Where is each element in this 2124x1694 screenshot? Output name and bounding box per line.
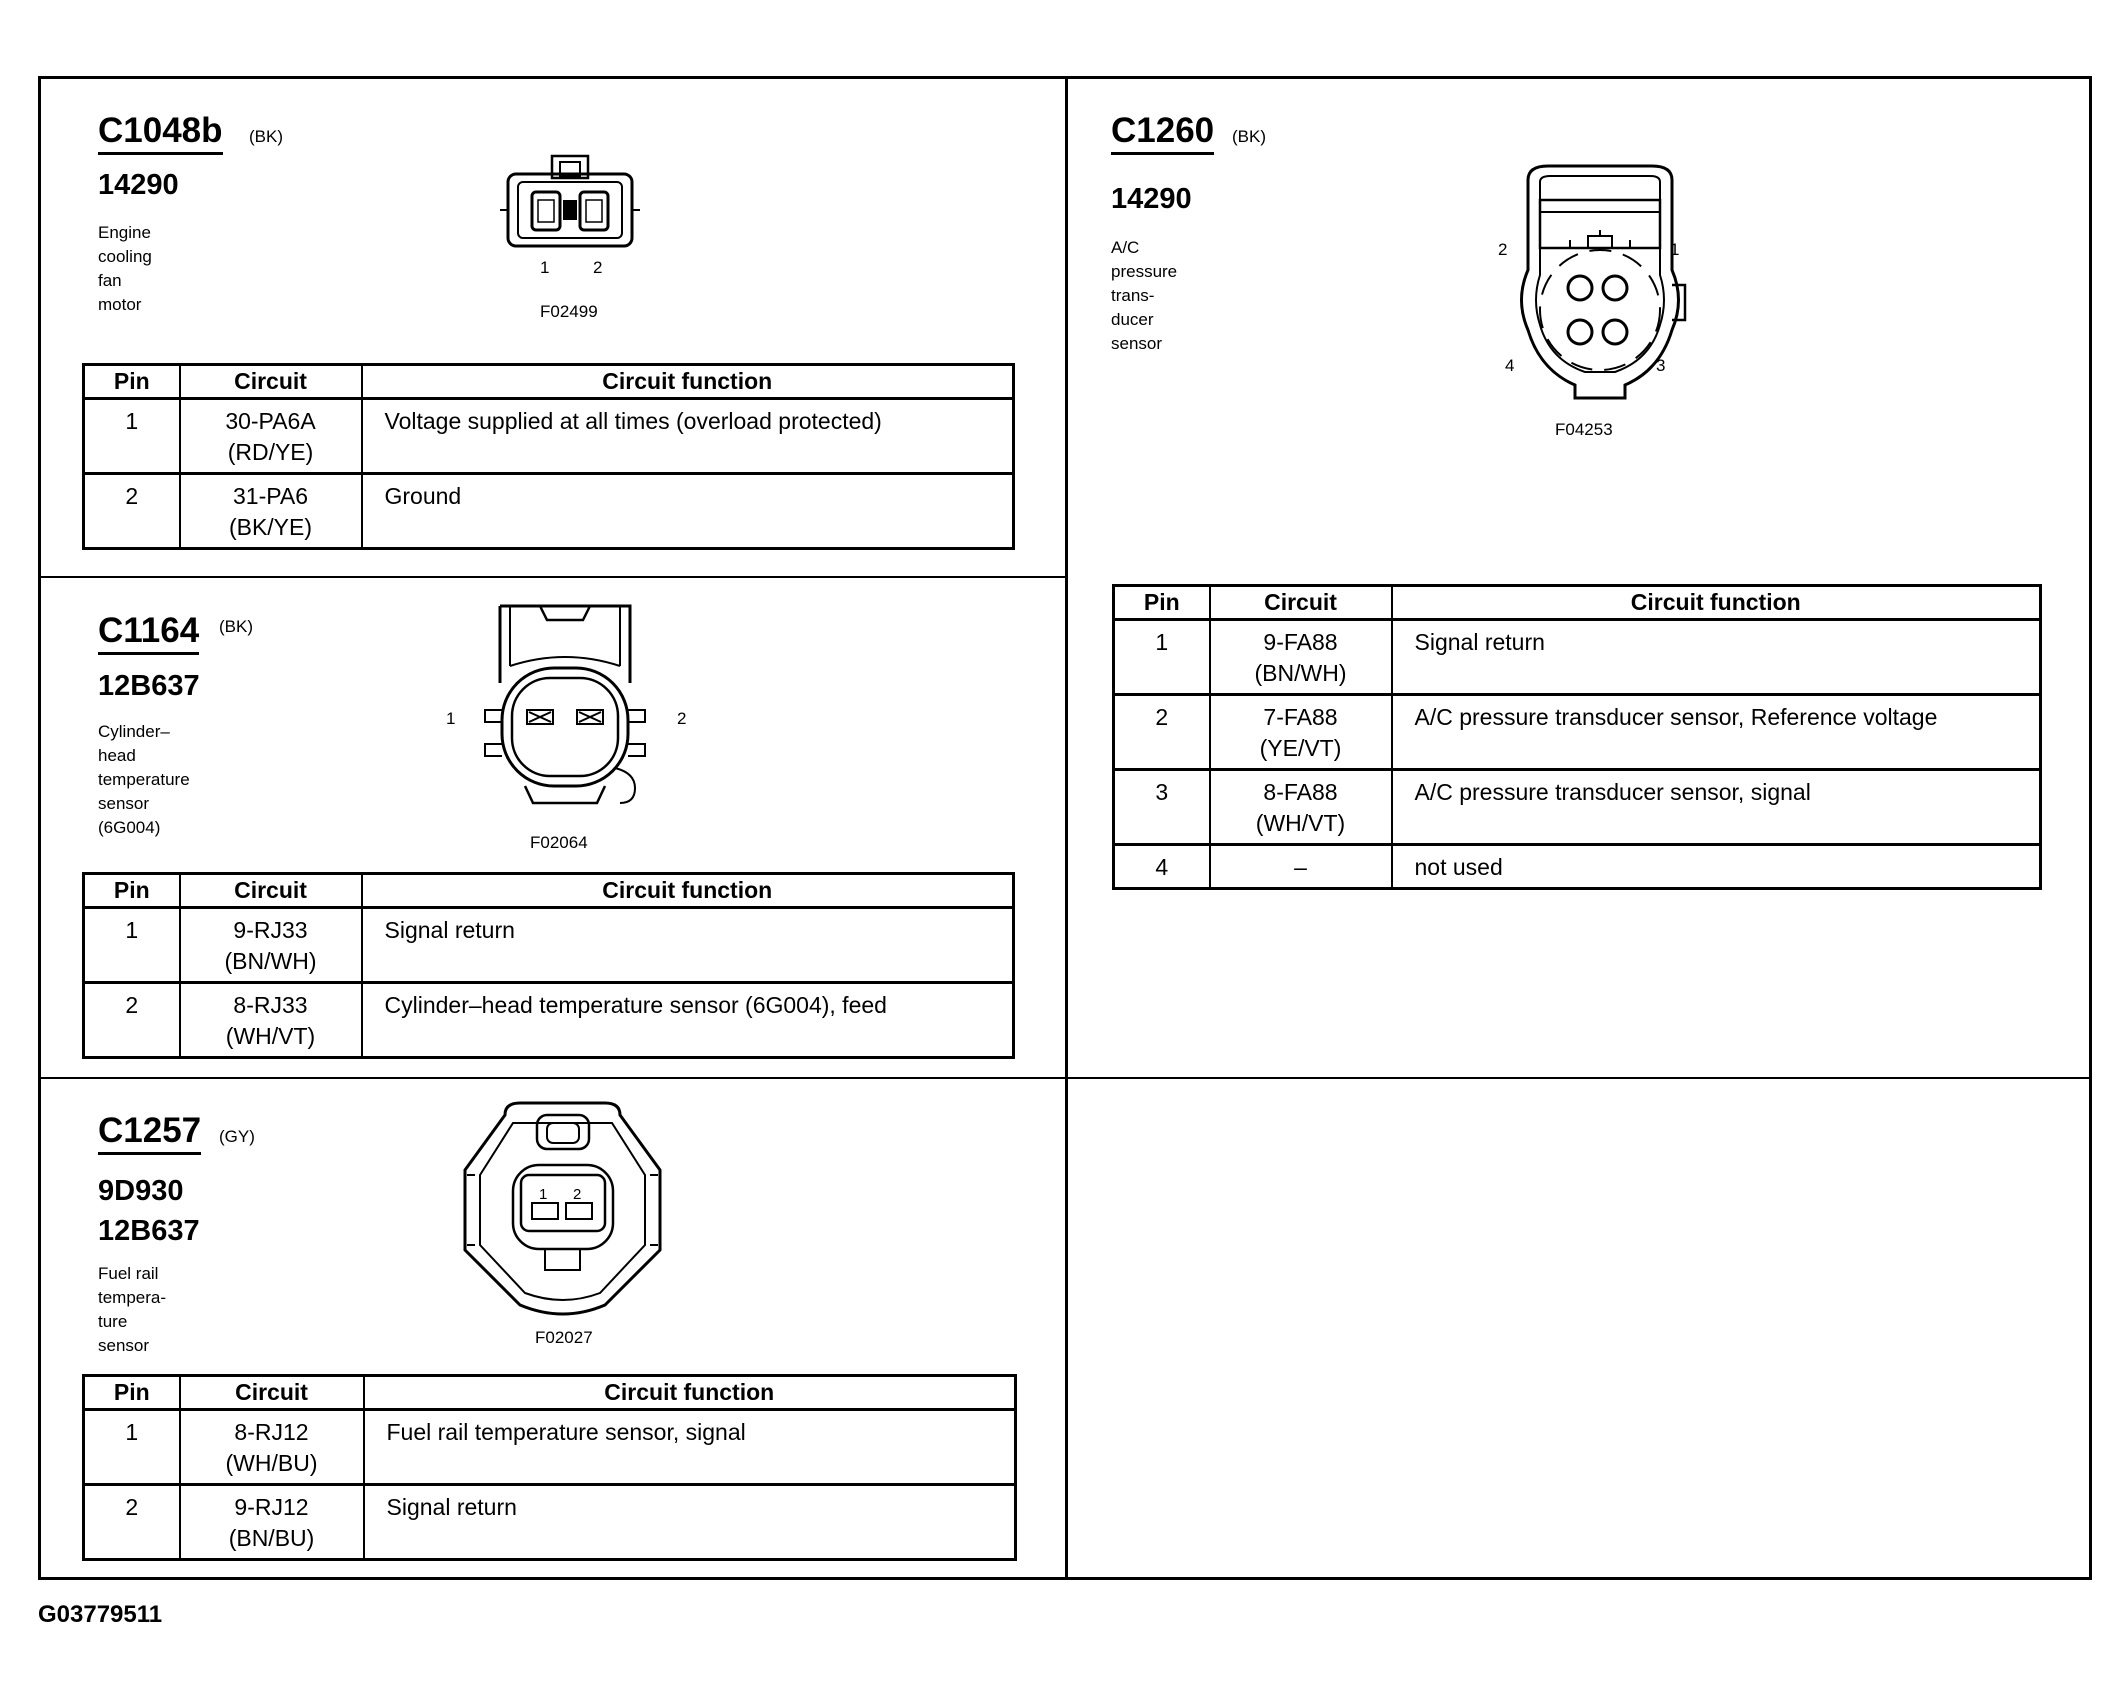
function-cell: not used [1392, 845, 2041, 889]
pin-cell: 2 [1114, 695, 1210, 770]
pinout-table [82, 872, 1015, 1059]
circuit-cell [180, 399, 362, 474]
connector-description [98, 1262, 166, 1358]
header-pin: Pin [1114, 586, 1210, 620]
connector-id: C1048b [98, 112, 223, 155]
circuit-cell [1210, 620, 1392, 695]
divider-horizontal-lower [40, 1077, 2090, 1079]
pin-label-2: 2 [1498, 240, 1508, 259]
table-row [84, 1410, 1016, 1485]
table-row [84, 399, 1014, 474]
pinout-table [82, 363, 1015, 550]
function-cell: Voltage supplied at all times (overload protected) [362, 399, 1014, 474]
pin-label-4: 4 [1505, 356, 1515, 375]
header-function: Circuit function [364, 1376, 1016, 1410]
pin-cell: 1 [84, 908, 180, 983]
circuit-code: 8-FA88 [1263, 779, 1338, 805]
part-number: 9D930 [98, 1175, 184, 1207]
table-header-row [84, 365, 1014, 399]
circuit-cell [1210, 770, 1392, 845]
table-row [1114, 770, 2041, 845]
pin-cell: 4 [1114, 845, 1210, 889]
wire-color: (YE/VT) [1259, 735, 1342, 761]
description-line: motor [98, 295, 142, 314]
pin-label-1: 1 [446, 709, 456, 728]
pin-label-2: 2 [677, 709, 687, 728]
header-circuit: Circuit [180, 365, 362, 399]
circuit-code: 9-RJ33 [233, 917, 308, 943]
function-cell: Ground [362, 474, 1014, 549]
connector-id: C1260 [1111, 112, 1214, 155]
header-function: Circuit function [362, 874, 1014, 908]
connector-face-4pin-icon [1500, 160, 1700, 410]
circuit-code: 8-RJ12 [234, 1419, 309, 1445]
circuit-code: – [1294, 854, 1307, 880]
connector-color: (BK) [1232, 127, 1266, 146]
part-number: 14290 [98, 169, 179, 201]
svg-text:1: 1 [539, 1186, 548, 1203]
table-row [1114, 845, 2041, 889]
description-line: Fuel rail tempera- [98, 1264, 167, 1307]
circuit-code: 9-RJ12 [234, 1494, 309, 1520]
circuit-cell [1210, 845, 1392, 889]
connector-description [98, 720, 190, 840]
pin-label-1: 1 [1670, 240, 1680, 259]
circuit-code: 9-FA88 [1263, 629, 1338, 655]
function-cell: Signal return [1392, 620, 2041, 695]
circuit-cell [1210, 695, 1392, 770]
pin-cell: 2 [84, 474, 180, 549]
wire-color: (RD/YE) [227, 439, 314, 465]
function-cell: Signal return [364, 1485, 1016, 1560]
header-pin: Pin [84, 365, 180, 399]
pin-cell: 2 [84, 1485, 180, 1560]
pin-label-3: 3 [1656, 356, 1666, 375]
connector-face-2pin-icon [500, 150, 640, 250]
divider-vertical [1065, 78, 1068, 1578]
connector-description [1111, 236, 1177, 356]
function-cell: A/C pressure transducer sensor, Reference voltage [1392, 695, 2041, 770]
circuit-cell [180, 983, 362, 1058]
pin-cell: 1 [1114, 620, 1210, 695]
header-pin: Pin [84, 1376, 180, 1410]
table-row [1114, 695, 2041, 770]
circuit-code: 8-RJ33 [233, 992, 308, 1018]
header-circuit: Circuit [180, 874, 362, 908]
connector-description [98, 221, 152, 317]
table-row [84, 908, 1014, 983]
divider-horizontal-upper [40, 576, 1066, 578]
circuit-cell [180, 1410, 364, 1485]
figure-number: F02064 [530, 833, 588, 852]
circuit-code: 31-PA6 [232, 483, 308, 509]
circuit-cell [180, 908, 362, 983]
header-pin: Pin [84, 874, 180, 908]
function-cell: A/C pressure transducer sensor, signal [1392, 770, 2041, 845]
description-line: (6G004) [98, 818, 161, 837]
description-line: Cylinder–head temperature sensor [98, 722, 190, 813]
wire-color: (WH/VT) [225, 1023, 316, 1049]
connector-id: C1257 [98, 1112, 201, 1155]
pinout-table [1112, 584, 2042, 890]
figure-code: G03779511 [38, 1601, 163, 1628]
part-number: 12B637 [98, 1215, 200, 1247]
circuit-code: 30-PA6A [225, 408, 316, 434]
circuit-code: 7-FA88 [1263, 704, 1338, 730]
function-cell: Signal return [362, 908, 1014, 983]
pin-label-2: 2 [593, 258, 603, 277]
header-circuit: Circuit [180, 1376, 364, 1410]
description-line: Engine cooling fan [98, 223, 152, 290]
description-line: ture sensor [98, 1312, 150, 1355]
connector-face-hex-2pin-icon [455, 1095, 670, 1320]
figure-number: F02499 [540, 302, 598, 321]
connector-face-round-2pin-icon [465, 598, 665, 818]
table-header-row [84, 874, 1014, 908]
header-function: Circuit function [1392, 586, 2041, 620]
function-cell: Fuel rail temperature sensor, signal [364, 1410, 1016, 1485]
header-function: Circuit function [362, 365, 1014, 399]
table-row [84, 474, 1014, 549]
pin-label-1: 1 [540, 258, 550, 277]
pin-cell: 3 [1114, 770, 1210, 845]
wire-color: (BN/WH) [224, 948, 317, 974]
wire-color: (BK/YE) [228, 514, 313, 540]
table-header-row [84, 1376, 1016, 1410]
connector-color: (BK) [219, 617, 253, 636]
header-circuit: Circuit [1210, 586, 1392, 620]
part-number: 14290 [1111, 183, 1192, 215]
connector-color: (BK) [249, 127, 283, 146]
part-number: 12B637 [98, 670, 200, 702]
connector-color: (GY) [219, 1127, 255, 1146]
pin-cell: 2 [84, 983, 180, 1058]
table-row [84, 1485, 1016, 1560]
pin-cell: 1 [84, 1410, 180, 1485]
description-line: A/C pressure trans- [1111, 238, 1178, 305]
table-row [84, 983, 1014, 1058]
table-row [1114, 620, 2041, 695]
wire-color: (WH/VT) [1255, 810, 1346, 836]
table-header-row [1114, 586, 2041, 620]
circuit-cell [180, 474, 362, 549]
description-line: ducer sensor [1111, 310, 1163, 353]
wire-color: (BN/BU) [228, 1525, 315, 1551]
connector-id: C1164 [98, 612, 199, 655]
pinout-table [82, 1374, 1017, 1561]
wire-color: (BN/WH) [1254, 660, 1347, 686]
figure-number: F04253 [1555, 420, 1613, 439]
circuit-cell [180, 1485, 364, 1560]
figure-number: F02027 [535, 1328, 593, 1347]
pin-cell: 1 [84, 399, 180, 474]
svg-text:2: 2 [573, 1186, 582, 1203]
function-cell: Cylinder–head temperature sensor (6G004), feed [362, 983, 1014, 1058]
wire-color: (WH/BU) [225, 1450, 318, 1476]
